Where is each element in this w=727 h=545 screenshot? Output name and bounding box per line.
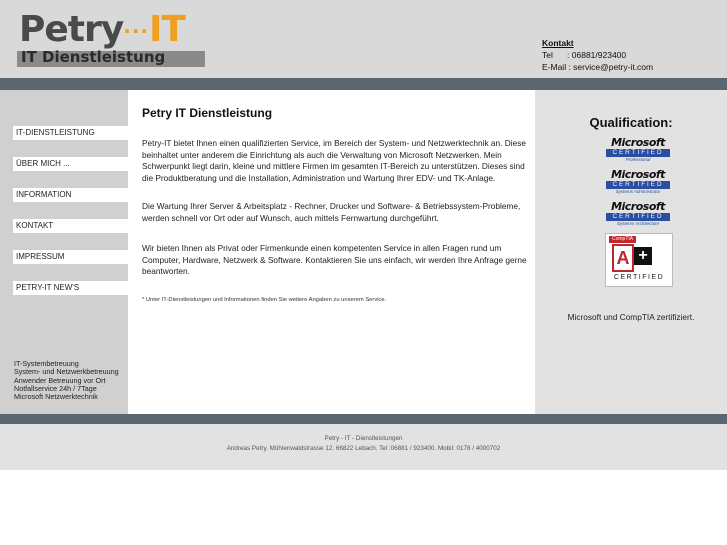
nav-item-kontakt[interactable]: KONTAKT (13, 219, 128, 233)
footnote: * Unter IT-Dienstleistungen und Informationen finden Sie weitere Angaben zu unserem Service. (142, 297, 387, 303)
qualification-title: Qualification: (589, 115, 673, 130)
service-item: Notfallservice 24h / 7Tage (14, 383, 97, 393)
page-title: Petry IT Dienstleistung (142, 106, 273, 120)
main-content (128, 90, 535, 414)
service-paragraph: Wir bieten Ihnen als Privat oder Firmenkunde einen kompetenten Service in allen Fragen rund um Computer, Hardware, Netzwerk & Software. Kontaktieren Sie uns einfach, wir werden Ihre Anfrage gerne beantworten. (142, 243, 527, 277)
nav-item-it-dienstleistung[interactable]: IT-DIENSTLEISTUNG (13, 126, 128, 140)
logo-wordmark: Petry···IT (19, 9, 185, 50)
contact-email[interactable]: E-Mail : service@petry-it.com (542, 62, 654, 72)
logo[interactable] (17, 9, 207, 68)
footer (0, 424, 727, 470)
contact-phone: Tel : 06881/923400 (542, 50, 627, 60)
qualification-note: Microsoft und CompTIA zertifiziert. (567, 312, 695, 322)
nav-item-information[interactable]: INFORMATION (13, 188, 128, 202)
qualification-panel (535, 90, 727, 414)
contact-title-link[interactable]: Kontakt (542, 38, 574, 48)
contact-box (542, 37, 653, 73)
services-list (14, 360, 119, 401)
service-item: System- und Netzwerkbetreuung (14, 367, 119, 377)
footer-address: Andreas Petry. Mühlenwaldstrasse 12. 66822 Lebach. Tel :06881 / 923400. Mobil: 0178 / 4000702 (226, 445, 501, 452)
logo-tagline-bar (17, 48, 205, 67)
service-item: Microsoft Netzwerktechnik (14, 392, 98, 402)
nav-item-impressum[interactable]: IMPRESSUM (13, 250, 128, 264)
microsoft-certified-badge: Microsoft CERTIFIED Systems Architecture (606, 201, 670, 227)
footer-company: Petry - IT - Dienstleistungen (324, 435, 403, 442)
footer-divider (0, 414, 727, 424)
microsoft-certified-badge: Microsoft CERTIFIED Professional (606, 137, 670, 163)
header (0, 0, 727, 78)
header-divider (0, 78, 727, 90)
maintenance-paragraph: Die Wartung Ihrer Server & Arbeitsplatz - Rechner, Drucker und Software- & Betriebssystem-Probleme, werden schnell vor Ort oder auf Wunsch, auch mittels Fernwartung durchgeführt. (142, 201, 521, 223)
comptia-a-plus-badge: CompTIA A + CERTIFIED (605, 233, 673, 287)
intro-paragraph: Petry-IT bietet Ihnen einen qualifizierten Service, im Bereich der System- und Netzwerktechnik an. Diese beinhaltet unter anderem die Einrichtung als auch die Verwaltung von Microsoft Netzwerken. Mein Schwerpunkt liegt darin, kleine und mittlere Firmen im gesamten IT-Bereich zu unterstützen. Dieses sind die Produktberatung und die Installation, Administration und Wartung Ihrer EDV- und TK-Anlage. (142, 138, 526, 183)
service-item: IT-Systembetreuung (14, 359, 79, 368)
microsoft-certified-badge: Microsoft CERTIFIED Systems Administrator (606, 169, 670, 195)
logo-tagline: IT Dienstleistung (21, 48, 166, 66)
sidebar (0, 90, 128, 414)
service-item: Anwender Betreuung vor Ort (14, 375, 106, 385)
nav-item-ueber-mich[interactable]: ÜBER MICH ... (13, 157, 128, 171)
nav-item-news[interactable]: PETRY-IT NEW'S (13, 281, 128, 295)
